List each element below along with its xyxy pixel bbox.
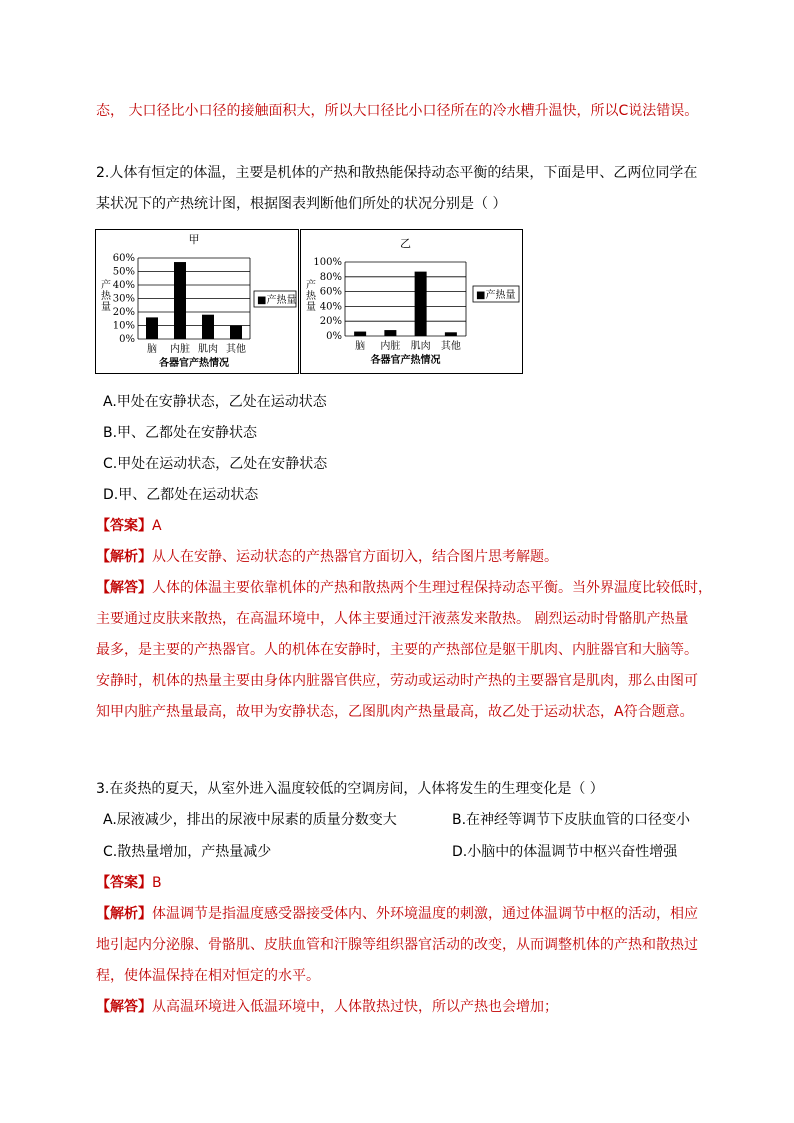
bar-2 (174, 262, 186, 339)
legend-label: ■产热量 (257, 295, 297, 306)
chart-jia-svg (96, 230, 298, 373)
bar-4 (445, 332, 457, 336)
x-tick-label: 其他 (226, 344, 246, 355)
y-tick-label: 10% (112, 320, 135, 332)
solution-text: 从高温环境进入低温环境中，人体散热过快，所以产热也会增加； (152, 999, 558, 1015)
q2-analysis (96, 547, 558, 567)
y-tick-label: 60% (319, 286, 342, 298)
chart-yi (300, 229, 523, 374)
q3-answer (96, 873, 162, 893)
q3-analysis-line-3: 程，使体温保持在相对恒定的水平。 (96, 968, 320, 984)
q2-solution-line-3: 最多，是主要的产热器官。人的机体在安静时，主要的产热部位是躯干肌肉、内脏器官和大脑等。 (96, 642, 698, 658)
q3-option-b: B.在神经等调节下皮肤血管的口径变小 (452, 812, 691, 828)
chart-title: 甲 (188, 233, 200, 246)
bar-3 (415, 272, 427, 336)
solution-tag: 【解答】 (96, 580, 152, 596)
bar-1 (146, 317, 158, 339)
analysis-tag: 【解析】 (96, 549, 152, 565)
q2-answer (96, 516, 162, 536)
chart-title: 乙 (400, 237, 411, 250)
q2-option-b: B.甲、乙都处在安静状态 (103, 425, 258, 441)
q2-solution-line-5: 知甲内脏产热量最高，故甲为安静状态，乙图肌肉产热量最高，故乙处于运动状态，A符合题意。 (96, 704, 694, 720)
chart-jia (95, 229, 299, 374)
x-tick-label: 内脏 (170, 344, 190, 355)
answer-value: B (152, 875, 162, 891)
x-tick-label: 肌肉 (198, 344, 218, 355)
y-tick-label: 40% (319, 301, 342, 313)
bar-1 (354, 332, 366, 336)
q2-stem-line-1: 2.人体有恒定的体温，主要是机体的产热和散热能保持动态平衡的结果，下面是甲、乙两位同学在 (96, 165, 698, 181)
q2-solution-line-1 (96, 578, 712, 598)
y-tick-label: 0% (119, 334, 135, 345)
y-tick-label: 50% (112, 266, 135, 278)
x-tick-label: 内脏 (380, 341, 401, 352)
legend-label: ■产热量 (476, 290, 516, 301)
q2-option-c: C.甲处在运动状态，乙处在安静状态 (103, 456, 328, 472)
q2-option-a: A.甲处在安静状态，乙处在运动状态 (103, 394, 327, 410)
q3-option-d: D.小脑中的体温调节中枢兴奋性增强 (452, 844, 678, 860)
x-tick-label: 其他 (440, 341, 461, 352)
y-tick-label: 20% (112, 307, 135, 318)
y-tick-label: 40% (112, 280, 135, 291)
analysis-tag: 【解析】 (96, 906, 152, 922)
q3-stem: 3.在炎热的夏天，从室外进入温度较低的空调房间，人体将发生的生理变化是（ ） (96, 781, 604, 797)
x-axis-label: 各器官产热情况 (159, 358, 229, 369)
y-tick-label: 80% (319, 271, 342, 283)
q2-solution-line-2: 主要通过皮肤来散热，在高温环境中，人体主要通过汗液蒸发来散热。 剧烈运动时骨骼肌产热量 (96, 611, 689, 627)
q3-analysis-line-1 (96, 904, 698, 924)
q3-solution (96, 997, 558, 1017)
bar-4 (230, 326, 242, 340)
x-axis-label: 各器官产热情况 (370, 355, 441, 366)
q2-solution-line-4: 安静时，机体的热量主要由身体内脏器官供应，劳动或运动时产热的主要器官是肌肉，那么由图可 (96, 673, 698, 689)
solution-tag: 【解答】 (96, 999, 152, 1015)
analysis-text: 从人在安静、运动状态的产热器官方面切入，结合图片思考解题。 (152, 549, 558, 565)
x-tick-label: 脑 (147, 344, 157, 355)
q3-option-c: C.散热量增加，产热量减少 (103, 844, 272, 860)
q2-option-d: D.甲、乙都处在运动状态 (103, 487, 259, 503)
y-axis-label: 产热量 (101, 280, 111, 313)
q1-tail-text: 态， 大口径比小口径的接触面积大，所以大口径比小口径所在的冷水槽升温快，所以C说法错误。 (96, 103, 699, 119)
q3-analysis-line-2: 地引起内分泌腺、骨骼肌、皮肤血管和汗腺等组织器官活动的改变，从而调整机体的产热和散热过 (96, 937, 698, 953)
bar-3 (202, 315, 214, 339)
q3-option-a: A.尿液减少，排出的尿液中尿素的质量分数变大 (103, 812, 397, 828)
y-axis-label: 产热量 (306, 280, 316, 313)
answer-tag: 【答案】 (96, 875, 152, 891)
bar-2 (384, 330, 396, 336)
chart-yi-svg (301, 230, 522, 373)
y-tick-label: 60% (112, 253, 135, 264)
answer-tag: 【答案】 (96, 518, 152, 534)
x-tick-label: 肌肉 (410, 341, 431, 352)
answer-value: A (152, 518, 162, 534)
y-tick-label: 100% (313, 257, 342, 268)
analysis-text: 体温调节是指温度感受器接受体内、外环境温度的刺激，通过体温调节中枢的活动，相应 (152, 906, 698, 922)
solution-text: 人体的体温主要依靠机体的产热和散热两个生理过程保持动态平衡。当外界温度比较低时， (152, 580, 712, 596)
y-tick-label: 30% (112, 293, 135, 305)
x-tick-label: 脑 (355, 341, 366, 352)
y-tick-label: 0% (326, 331, 342, 342)
y-tick-label: 20% (319, 316, 342, 328)
q2-stem-line-2: 某状况下的产热统计图，根据图表判断他们所处的状况分别是（ ） (96, 196, 507, 212)
